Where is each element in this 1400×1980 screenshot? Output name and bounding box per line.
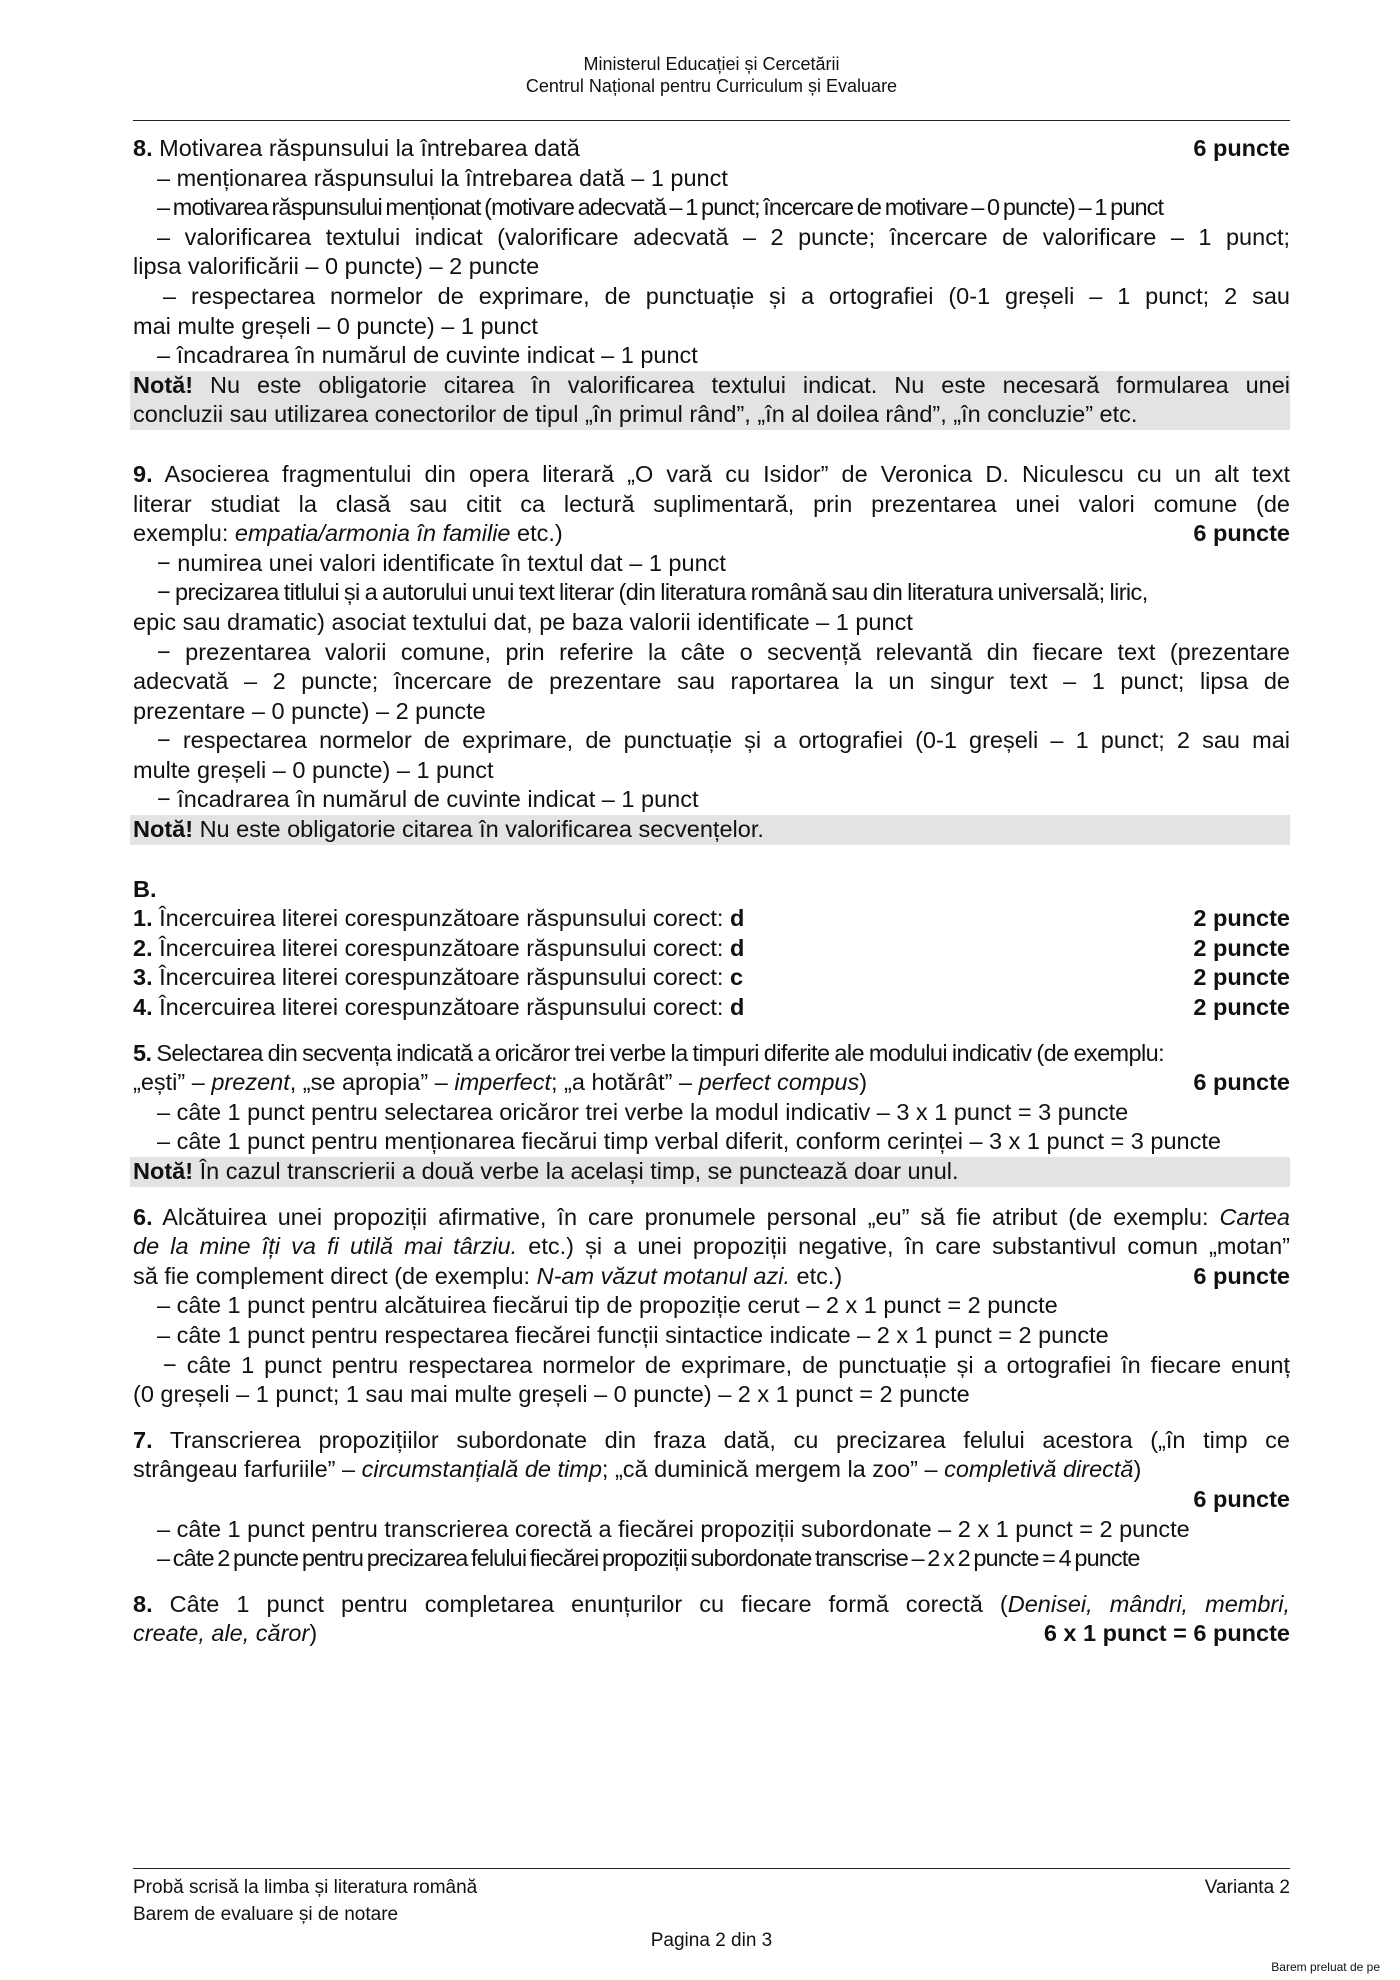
question-number: 5. (133, 1039, 152, 1066)
question-6 (133, 1203, 1290, 1410)
section-title: B. (133, 875, 157, 902)
criterion: − prezentarea valorii comune, prin referire la câte o secvență relevantă din fiecare text (prezentare (157, 638, 1290, 665)
question-title: Motivarea răspunsului la întrebarea dată (159, 135, 580, 161)
item-number: 4. (133, 994, 153, 1021)
example-text: empatia/armonia în familie (234, 520, 511, 547)
question-text: ) (859, 1069, 868, 1096)
item-answer: d (729, 994, 745, 1021)
question-7 (133, 1426, 1290, 1574)
criterion-cont: (0 greșeli – 1 punct; 1 sau mai multe greșeli – 0 puncte) – 2 x 1 punct = 2 puncte (133, 1381, 970, 1408)
question-text: etc.) și a unei propoziții negative, în care substantivul comun „motan” (517, 1233, 1290, 1260)
question-points: 6 x 1 punct = 6 puncte (1043, 1620, 1290, 1647)
question-8b (133, 1590, 1290, 1649)
header-divider (133, 120, 1290, 121)
page-number: Pagina 2 din 3 (650, 1930, 773, 1951)
note-text: În cazul transcrierii a două verbe la același timp, se punctează doar unul. (193, 1158, 959, 1184)
note-box (130, 371, 1290, 430)
question-number: 7. (133, 1426, 153, 1453)
item-text: Încercuirea literei corespunzătoare răspunsului corect: (152, 964, 730, 991)
criterion: – încadrarea în numărul de cuvinte indicat – 1 punct (157, 342, 698, 369)
note-text: Nu este obligatorie citarea în valorificarea textului indicat. Nu este necesară formularea unei (193, 371, 1290, 398)
footer-left (133, 1874, 477, 1928)
criterion: – menționarea răspunsului la întrebarea dată – 1 punct (157, 164, 728, 191)
criterion: – valorificarea textului indicat (valorificare adecvată – 2 puncte; încercare de valorificare – 1 punct; (157, 223, 1290, 250)
criterion: – respectarea normelor de exprimare, de punctuație și a ortografiei (0-1 greșeli – 1 punct; 2 sau (163, 282, 1290, 309)
note-box (130, 1157, 1290, 1187)
question-points: 6 puncte (1193, 1262, 1290, 1289)
question-text: ; „că duminică mergem la zoo” – (601, 1456, 945, 1483)
criterion: – motivarea răspunsului menționat (motivare adecvată – 1 punct; încercare de motivare – 0 puncte) – 1 punct (157, 194, 1164, 221)
criterion-cont: mai multe greșeli – 0 puncte) – 1 punct (133, 312, 538, 339)
criterion: − numirea unei valori identificate în textul dat – 1 punct (157, 549, 726, 576)
question-points: 6 puncte (1193, 520, 1290, 547)
question-number: 8. (133, 1590, 153, 1617)
item-number: 3. (133, 964, 153, 991)
note-text: Nu este obligatorie citarea în valorificarea secvențelor. (193, 816, 764, 843)
item-points: 2 puncte (1193, 994, 1290, 1021)
example-text: circumstanțială de timp (361, 1456, 602, 1483)
criterion-cont: lipsa valorificării – 0 puncte) – 2 puncte (133, 253, 540, 280)
criterion: – câte 1 punct pentru menționarea fiecărui timp verbal diferit, conform cerinței – 3 x 1 punct = 3 puncte (157, 1128, 1221, 1155)
question-text: „ești” – (133, 1069, 212, 1096)
question-text: strângeau farfuriile” – (133, 1456, 362, 1483)
item-answer: c (729, 964, 744, 991)
note-box (130, 815, 1290, 845)
example-text: imperfect (454, 1069, 551, 1096)
question-text: Câte 1 punct pentru completarea enunțurilor cu fiecare formă corectă ( (152, 1590, 1008, 1617)
question-text: etc.) (789, 1262, 843, 1289)
criterion-cont: multe greșeli – 0 puncte) – 1 punct (133, 756, 494, 783)
item-text: Încercuirea literei corespunzătoare răspunsului corect: (152, 994, 730, 1021)
note-label: Notă! (133, 1158, 194, 1184)
note-text: concluzii sau utilizarea conectorilor de tipul „în primul rând”, „în al doilea rând”, „în concluzie” etc. (133, 401, 1138, 428)
example-text: Cartea (1219, 1203, 1290, 1230)
question-text: Selectarea din secvența indicată a oricăror trei verbe la timpuri diferite ale modului indicativ (de exemplu: (151, 1039, 1165, 1066)
question-points: 6 puncte (1193, 135, 1290, 161)
item-points: 2 puncte (1193, 905, 1290, 932)
question-text: Asocierea fragmentului din opera literară „O vară cu Isidor” de Veronica D. Niculescu cu un alt text (164, 460, 1290, 487)
footer-divider (133, 1868, 1290, 1869)
note-label: Notă! (133, 816, 194, 843)
example-text: create, ale, căror (133, 1620, 310, 1647)
question-text: să fie complement direct (de exemplu: (133, 1262, 537, 1289)
question-number: 6. (133, 1203, 153, 1230)
item-text: Încercuirea literei corespunzătoare răspunsului corect: (152, 905, 730, 932)
scoring-content (133, 134, 1290, 1649)
question-5 (133, 1039, 1290, 1187)
criterion-cont: adecvată – 2 puncte; încercare de prezentare sau raportarea la un singur text – 1 punct; lipsa de (133, 668, 1290, 695)
question-text: ) (309, 1620, 318, 1647)
source-stamp: Barem preluat de pe (1271, 1960, 1380, 1974)
example-text: N-am văzut motanul azi. (536, 1262, 790, 1289)
question-text: Alcătuirea unei propoziții afirmative, în care pronumele personal „eu” să fie atribut (de exemplu: (152, 1203, 1220, 1230)
example-text: Denisei, mândri, membri, (1007, 1590, 1290, 1617)
criterion-cont: prezentare – 0 puncte) – 2 puncte (133, 697, 486, 724)
page-header (133, 53, 1290, 97)
criterion: – câte 1 punct pentru transcrierea corectă a fiecărei propoziții subordonate – 2 x 1 punct = 2 puncte (157, 1515, 1190, 1542)
ministry-name: Ministerul Educației și Cercetării (583, 54, 840, 74)
question-9 (133, 460, 1290, 845)
question-text: ) (1133, 1456, 1142, 1483)
item-points: 2 puncte (1193, 964, 1290, 991)
criterion: – câte 1 punct pentru alcătuirea fiecărui tip de propoziție cerut – 2 x 1 punct = 2 puncte (157, 1292, 1058, 1319)
criterion: − respectarea normelor de exprimare, de punctuație și a ortografiei (0-1 greșeli – 1 punct; 2 sau mai (157, 727, 1290, 754)
section-b (133, 875, 1290, 1023)
center-name: Centrul Național pentru Curriculum și Evaluare (525, 76, 898, 96)
criterion: − încadrarea în numărul de cuvinte indicat – 1 punct (157, 786, 699, 813)
question-text: Transcrierea propozițiilor subordonate din fraza dată, cu precizarea felului acestora („în timp ce (152, 1426, 1290, 1453)
item-number: 2. (133, 934, 153, 961)
item-answer: d (729, 934, 745, 961)
question-number: 9. (133, 460, 153, 487)
criterion-cont: epic sau dramatic) asociat textului dat, pe baza valorii identificate – 1 punct (133, 608, 913, 635)
criterion: − precizarea titlului și a autorului unui text literar (din literatura română sau din literatura universală; liric, (157, 579, 1148, 606)
criterion: – câte 1 punct pentru selectarea oricăror trei verbe la modul indicativ – 3 x 1 punct = 3 puncte (157, 1098, 1129, 1125)
document-type: Barem de evaluare și de notare (133, 1904, 399, 1925)
item-number: 1. (133, 905, 153, 932)
question-text: exemplu: (133, 520, 235, 547)
question-points: 6 puncte (1193, 1485, 1290, 1512)
question-8a (133, 134, 1290, 430)
item-points: 2 puncte (1193, 934, 1290, 961)
note-label: Notă! (133, 371, 194, 398)
question-text: etc.) (510, 520, 563, 547)
example-text: completivă directă (944, 1456, 1134, 1483)
question-text: ; „a hotărât” – (550, 1069, 699, 1096)
criterion: – câte 2 puncte pentru precizarea felului fiecărei propoziții subordonate transcrise – 2 x 2 puncte = 4 puncte (157, 1545, 1140, 1572)
question-number: 8. (133, 135, 153, 161)
exam-name: Probă scrisă la limba și literatura română (133, 1877, 478, 1898)
item-answer: d (729, 905, 745, 932)
criterion: – câte 1 punct pentru respectarea fiecărei funcții sintactice indicate – 2 x 1 punct = 2 puncte (157, 1321, 1109, 1348)
question-text: , „se apropia” – (289, 1069, 455, 1096)
criterion: − câte 1 punct pentru respectarea normelor de exprimare, de punctuație și a ortografiei în fiecare enunț (163, 1351, 1290, 1378)
variant-label: Varianta 2 (1204, 1877, 1290, 1898)
item-text: Încercuirea literei corespunzătoare răspunsului corect: (152, 934, 730, 961)
question-points: 6 puncte (1193, 1069, 1290, 1096)
example-text: de la mine îți va fi utilă mai târziu. (133, 1233, 518, 1260)
example-text: prezent (211, 1069, 290, 1096)
question-text: literar studiat la clasă sau citit ca lectură suplimentară, prin prezentarea unei valori comune (de (133, 490, 1290, 517)
example-text: perfect compus (698, 1069, 860, 1096)
